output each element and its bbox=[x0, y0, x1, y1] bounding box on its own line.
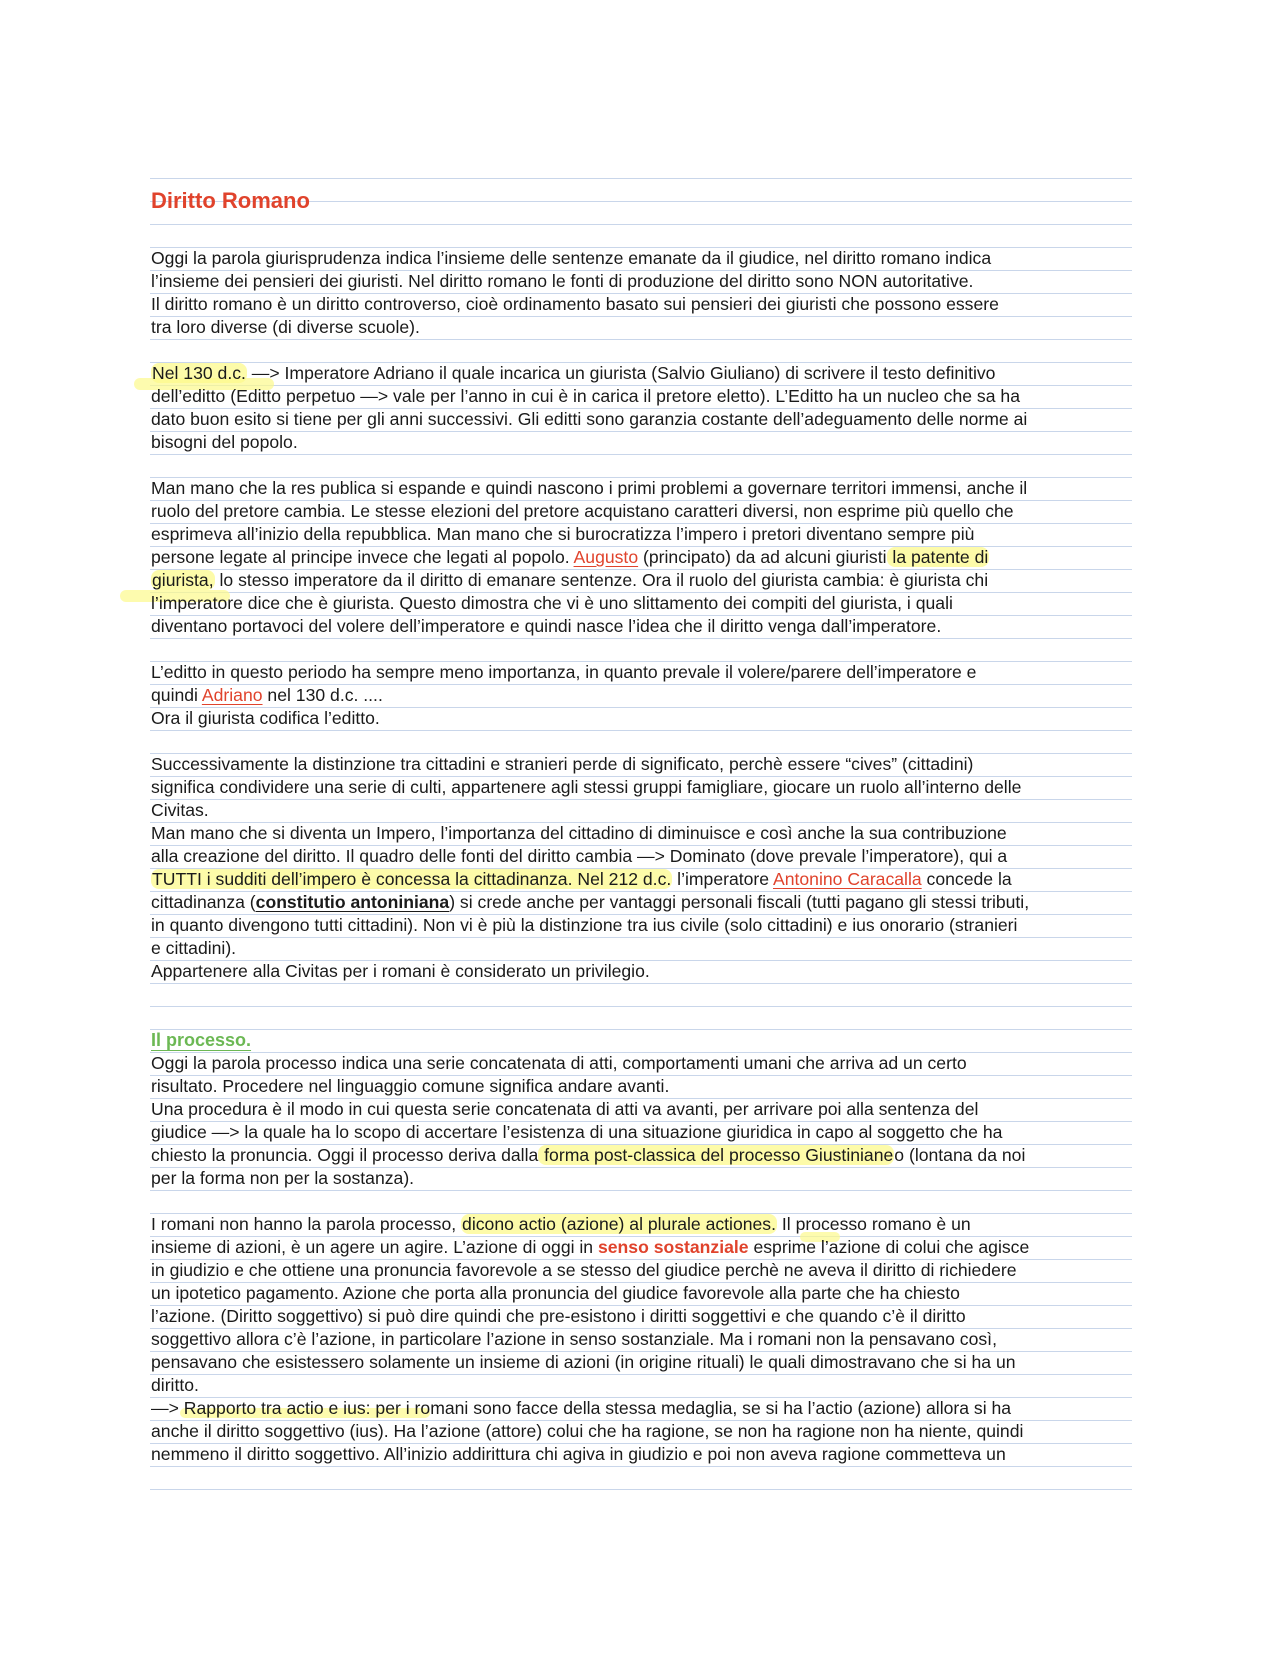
paragraph: Oggi la parola processo indica una serie concatenata di atti, comportamenti umani che arriva ad un certo risultato. Procedere nel linguaggio comune significa andare avanti. Una procedura è il modo in cui questa serie concatenata di atti va avanti, per arrivare poi alla sentenza del giudice —> la quale ha lo scopo di accertare l’esistenza di una situazione giuridica in capo al soggetto che ha chiesto la pronuncia. Oggi il processo deriva dalla forma post-classica del processo Giustinianeo (lontana da noi per la forma non per la sostanza). bbox=[151, 1053, 1026, 1188]
document-title: Diritto Romano bbox=[151, 188, 310, 213]
red-underlined-name: Antonino Caracalla bbox=[772, 869, 922, 889]
paragraph: Man mano che la res publica si espande e quindi nascono i primi problemi a governare territori immensi, anche il ruolo del pretore cambia. Le stesse elezioni del pretore acquistano caratteri diversi, non esprime più quello che esprimeva all’inizio della repubblica. Man mano che si burocratizza l’impero i pretori diventano sempre più persone legate al principe invece che legati al popolo. Augusto (principato) da ad alcuni giuristi la patente di giurista, lo stesso imperatore da il diritto di emanare sentenze. Ora il ruolo del giurista cambia: è giurista chi l’imperatore dice che è giurista. Questo dimostra che vi è uno slittamento dei compiti del giurista, i quali diventano portavoci del volere dell’imperatore e quindi nasce l’idea che il diritto venga dall’imperatore. bbox=[151, 478, 1028, 636]
section-title: Il processo. bbox=[151, 1030, 252, 1050]
highlighted-text: giurista, bbox=[152, 570, 214, 590]
paragraph: L’editto in questo periodo ha sempre meno importanza, in quanto prevale il volere/parere dell’imperatore e quindi Adriano nel 130 d.c. .... Ora il giurista codifica l’editto. bbox=[151, 662, 977, 728]
highlighted-text: forma post-classica del processo Giustiniane bbox=[539, 1145, 894, 1165]
document-body bbox=[151, 178, 1131, 1466]
red-bold-term: senso sostanziale bbox=[597, 1237, 749, 1257]
paragraph: Nel 130 d.c. —> Imperatore Adriano il quale incarica un giurista (Salvio Giuliano) di scrivere il testo definitivo dell’editto (Editto perpetuo —> vale per l’anno in cui è in carica il pretore eletto). L’Editto ha un nucleo che sa ha dato buon esito si tiene per gli anni successivi. Gli editti sono garanzia costante dell’adeguamento delle norme ai bisogni del popolo. bbox=[151, 363, 1028, 452]
paragraph: Oggi la parola giurisprudenza indica l’insieme delle sentenze emanate da il giudice, nel diritto romano indica l’insieme dei pensieri dei giuristi. Nel diritto romano le fonti di produzione del diritto sono NON autoritative. Il diritto romano è un diritto controverso, cioè ordinamento basato sui pensieri dei giuristi che possono essere tra loro diverse (di diverse scuole). bbox=[151, 248, 999, 337]
highlighted-text: la patente di bbox=[887, 547, 989, 567]
paragraph: Successivamente la distinzione tra cittadini e stranieri perde di significato, perchè essere “cives” (cittadini) significa condividere una serie di culti, appartenere agli stessi gruppi famigliare, giocare un ruolo all’interno delle Civitas. Man mano che si diventa un Impero, l’importanza del cittadino di diminuisce e così anche la sua contribuzione alla creazione del diritto. Il quadro delle fonti del diritto cambia —> Dominato (dove prevale l’imperatore), qui a TUTTI i sudditi dell’impero è concessa la cittadinanza. Nel 212 d.c. l’imperatore Antonino Caracalla concede la cittadinanza (constitutio antoniniana) si crede anche per vantaggi personali fiscali (tutti pagano gli stessi tributi, in quanto divengono tutti cittadini). Non vi è più la distinzione tra ius civile (solo cittadini) e ius onorario (stranieri e cittadini). Appartenere alla Civitas per i romani è considerato un privilegio. bbox=[151, 754, 1030, 981]
bold-underlined-term: constitutio antoniniana bbox=[255, 892, 450, 912]
paragraph: I romani non hanno la parola processo, dicono actio (azione) al plurale actiones. Il processo romano è un insieme di azioni, è un agere un agire. L’azione di oggi in senso sostanziale esprime l’azione di colui che agisce in giudizio e che ottiene una pronuncia favorevole a se stesso del giudice perchè ne aveva il diritto di richiedere un ipotetico pagamento. Azione che porta alla pronuncia del giudice favorevole alla parte che ha chiesto l’azione. (Diritto soggettivo) si può dire quindi che pre-esistono i diritti soggettivi e che quando c’è il diritto soggettivo allora c’è l’azione, in particolare l’azione in senso sostanziale. Ma i romani non la pensavano così, pensavano che esistessero solamente un insieme di azioni (in origine rituali) le quali dimostravano che si ha un diritto. —> Rapporto tra actio e ius: per i romani sono facce della stessa medaglia, se si ha l’actio (azione) allora si ha anche il diritto soggettivo (ius). Ha l’azione (attore) colui che ha ragione, se non ha ragione non ha niente, quindi nemmeno il diritto soggettivo. All’inizio addirittura chi agiva in giudizio e poi non aveva ragione commetteva un bbox=[151, 1214, 1030, 1464]
red-underlined-name: Augusto bbox=[573, 547, 639, 567]
highlighted-text: Nel 130 d.c. bbox=[152, 363, 246, 383]
highlighted-text: TUTTI i sudditi dell’impero è concessa la cittadinanza. Nel 212 d.c. bbox=[152, 869, 672, 889]
red-underlined-name: Adriano bbox=[201, 685, 263, 705]
highlighted-text: dicono actio (azione) al plurale actiones. bbox=[462, 1214, 776, 1234]
